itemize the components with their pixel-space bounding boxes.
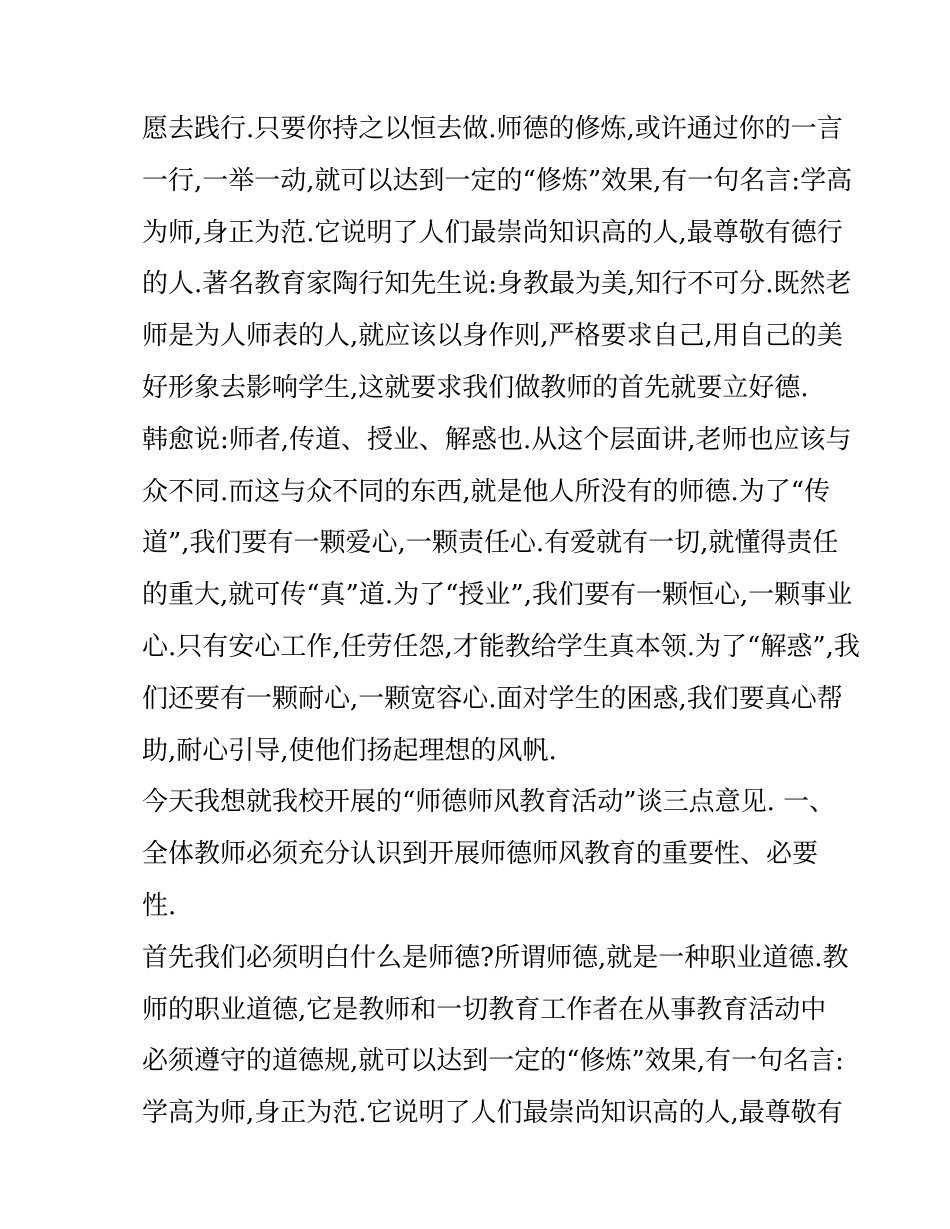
text-line: 必须遵守的道德规,就可以达到一定的“修炼”效果,有一句名言:	[142, 1046, 844, 1077]
text-line: 众不同.而这与众不同的东西,就是他人所没有的师德.为了“传	[142, 476, 831, 507]
text-line: 助,耐心引导,使他们扬起理想的风帆.	[142, 735, 557, 766]
text-line: 师的职业道德,它是教师和一切教育工作者在从事教育活动中	[142, 994, 827, 1025]
text-line: 为师,身正为范.它说明了人们最崇尚知识高的人,最尊敬有德行	[142, 217, 843, 248]
text-line: 今天我想就我校开展的“师德师风教育活动”谈三点意见. 一、	[142, 787, 836, 818]
text-line: 学高为师,身正为范.它说明了人们最崇尚知识高的人,最尊敬有	[142, 1098, 843, 1129]
text-line: 一行,一举一动,就可以达到一定的“修炼”效果,有一句名言:学高	[142, 165, 853, 196]
text-line: 首先我们必须明白什么是师德?所谓师德,就是一种职业道德.教	[142, 942, 849, 973]
text-line: 道”,我们要有一颗爱心,一颗责任心.有爱就有一切,就懂得责任	[142, 528, 839, 559]
body-text	[142, 104, 860, 1140]
text-line: 愿去践行.只要你持之以恒去做.师德的修炼,或许通过你的一言	[142, 114, 843, 144]
text-line: 全体教师必须充分认识到开展师德师风教育的重要性、必要	[142, 839, 819, 870]
text-line: 好形象去影响学生,这就要求我们做教师的首先就要立好德.	[142, 372, 809, 403]
text-line: 的人.著名教育家陶行知先生说:身教最为美,知行不可分.既然老	[142, 269, 852, 300]
text-line: 性.	[142, 890, 177, 921]
text-line: 们还要有一颗耐心,一颗宽容心.面对学生的困惑,我们要真心帮	[142, 683, 843, 714]
text-line: 韩愈说:师者,传道、授业、解惑也.从这个层面讲,老师也应该与	[142, 424, 852, 455]
text-line: 师是为人师表的人,就应该以身作则,严格要求自己,用自己的美	[142, 321, 843, 352]
text-line: 心.只有安心工作,任劳任怨,才能教给学生真本领.为了“解惑”,我	[142, 631, 860, 662]
text-line: 的重大,就可传“真”道.为了“授业”,我们要有一颗恒心,一颗事业	[142, 580, 853, 611]
